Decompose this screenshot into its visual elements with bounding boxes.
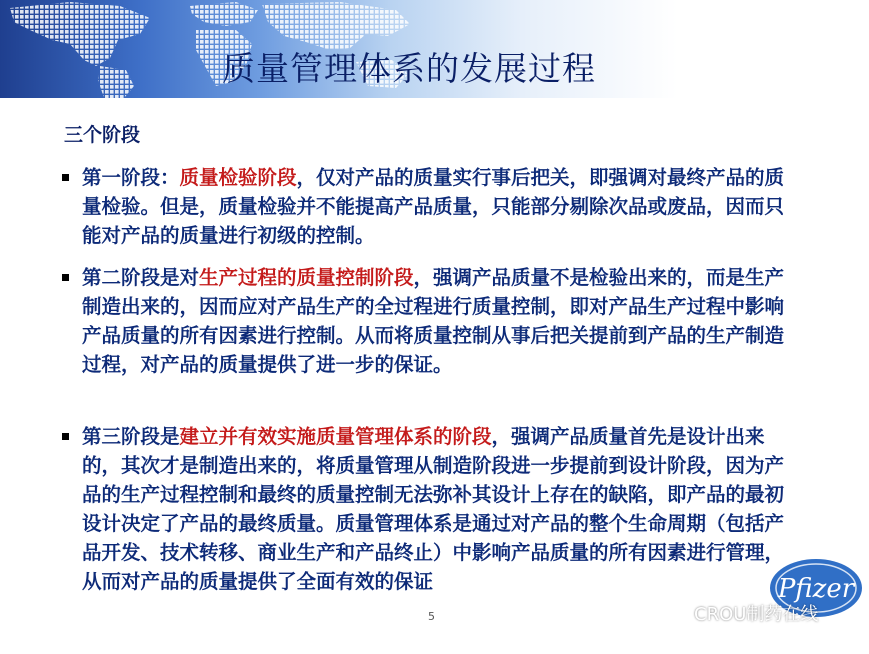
stage-3-paragraph <box>82 422 790 596</box>
stage-1-lead: 第一阶段： <box>82 166 180 189</box>
stage-3-highlight: 建立并有效实施质量管理体系的阶段 <box>179 425 492 448</box>
watermark-text: CROU制药在线 <box>694 604 819 625</box>
stage-2-lead: 第二阶段是对 <box>82 266 200 289</box>
bullet-square-icon <box>62 174 69 181</box>
slide-title: 质量管理体系的发展过程 <box>222 49 596 88</box>
watermark <box>664 600 818 628</box>
stage-2-body: ，强调产品质量不是检验出来的，而是生产制造出来的，因而应对产品生产的全过程进行质量控制，即对产品生产过程中影响产品质量的所有因素进行控制。从而将质量控制从事后把关提前到产品的生产制造过程，对产品的质量提供了进一步的保证。 <box>82 266 785 376</box>
page-number: 5 <box>428 610 435 623</box>
wechat-icon <box>664 604 690 626</box>
header-banner <box>0 0 869 98</box>
section-subtitle: 三个阶段 <box>64 124 141 146</box>
stage-3-lead: 第三阶段是 <box>82 425 180 448</box>
stage-1-highlight: 质量检验阶段 <box>179 166 297 189</box>
pfizer-logo-text: Pfizer <box>777 574 855 604</box>
bullet-square-icon <box>62 274 69 281</box>
stage-2-paragraph <box>82 263 790 379</box>
stage-3-body: ，强调产品质量首先是设计出来的，其次才是制造出来的，将质量管理从制造阶段进一步提前到设计阶段，因为产品的生产过程控制和最终的质量控制无法弥补其设计上存在的缺陷，即产品的最初设计决定了产品的最终质量。质量管理体系是通过对产品的整个生命周期（包括产品开发、技术转移、商业生产和产品终止）中影响产品质量的所有因素进行管理，从而对产品的质量提供了全面有效的保证 <box>82 425 785 593</box>
bullet-square-icon <box>62 433 69 440</box>
stage-1-body: ，仅对产品的质量实行事后把关，即强调对最终产品的质量检验。但是，质量检验并不能提高产品质量，只能部分剔除次品或废品，因而只能对产品的质量进行初级的控制。 <box>82 166 785 247</box>
stage-1-paragraph <box>82 163 790 250</box>
stage-2-highlight: 生产过程的质量控制阶段 <box>199 266 414 289</box>
